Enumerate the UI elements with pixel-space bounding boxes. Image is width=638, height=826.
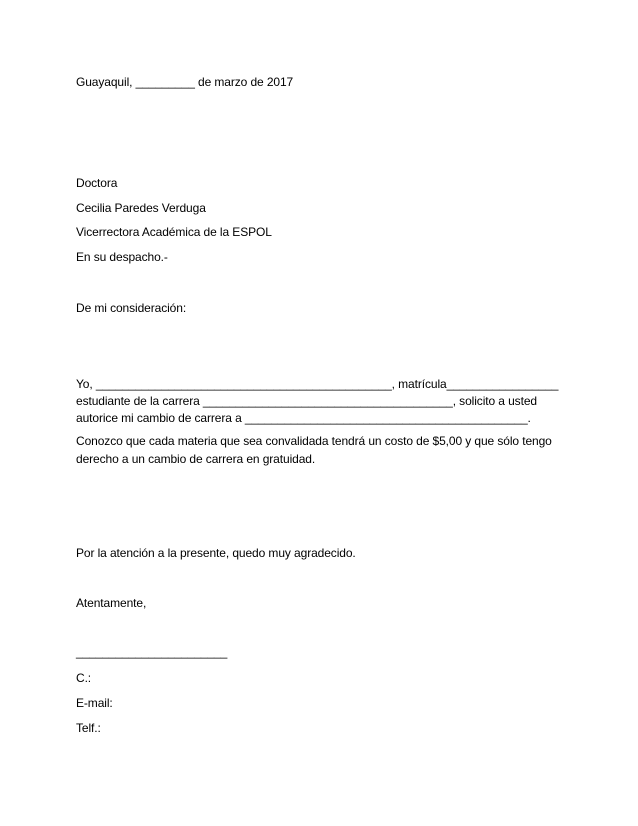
- body-paragraph-2-line-1: Conozco que cada materia que sea convalidada tendrá un costo de $5,00 y que sólo tengo: [76, 434, 552, 448]
- body-paragraph-1-line-3: autorice mi cambio de carrera a ___________________________________________.: [76, 411, 531, 425]
- body-paragraph-2-line-2: derecho a un cambio de carrera en gratuidad.: [76, 452, 316, 466]
- recipient-title: Doctora: [76, 176, 118, 190]
- email-field-label: E-mail:: [76, 696, 113, 710]
- closing-sentence: Por la atención a la presente, quedo muy agradecido.: [76, 546, 356, 560]
- ci-field-label: C.:: [76, 671, 92, 685]
- signature-line: _______________________: [76, 645, 228, 659]
- sign-off: Atentamente,: [76, 596, 147, 610]
- phone-field-label: Telf.:: [76, 721, 101, 735]
- body-paragraph-1-line-2: estudiante de la carrera ______________________________________, solicito a usted: [76, 394, 537, 408]
- body-paragraph-1-line-1: Yo, _____________________________________________, matrícula_________________: [76, 377, 559, 391]
- recipient-position: Vicerrectora Académica de la ESPOL: [76, 225, 272, 239]
- body-paragraph-1: [76, 376, 559, 427]
- body-paragraph-2: [76, 432, 552, 468]
- date-line: Guayaquil, _________ de marzo de 2017: [76, 75, 294, 89]
- salutation: De mi consideración:: [76, 301, 187, 315]
- recipient-name: Cecilia Paredes Verduga: [76, 201, 206, 215]
- recipient-location: En su despacho.-: [76, 250, 168, 264]
